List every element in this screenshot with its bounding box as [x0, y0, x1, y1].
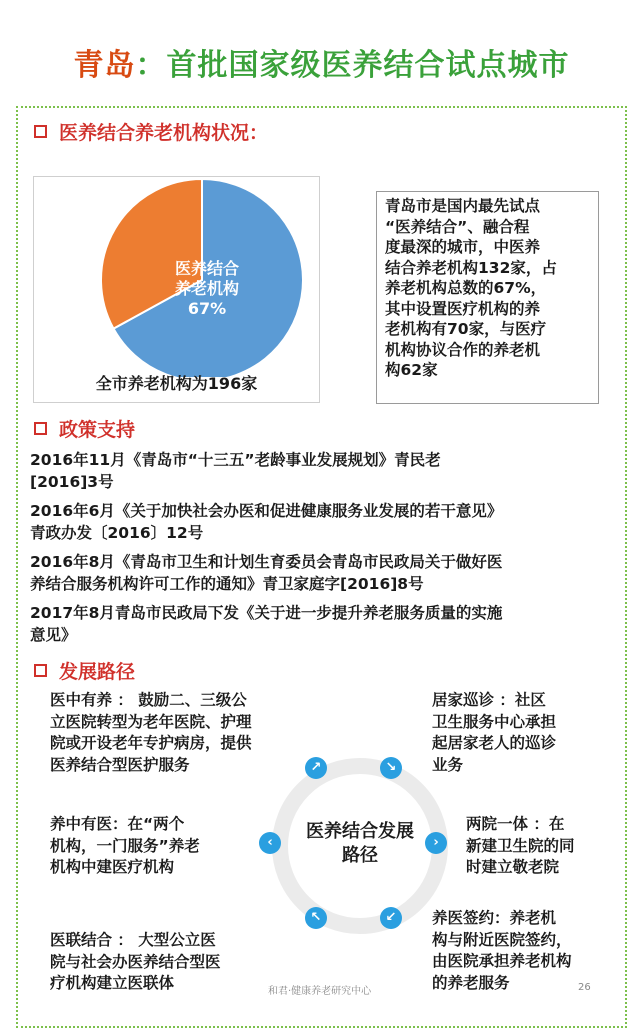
info-line: 结合养老机构132家，占	[385, 258, 557, 277]
dev-line: 新建卫生院的同	[466, 836, 575, 855]
arrow-left-icon: ‹	[259, 832, 281, 854]
dev-line: 由医院承担养老机构	[432, 952, 572, 970]
dev-line: 构与附近医院签约，	[432, 930, 572, 949]
checkbox-square-icon	[34, 125, 47, 138]
policy-line: 2017年8月青岛市民政局下发《关于进一步提升养老服务质量的实施	[30, 604, 503, 622]
info-line: 度最深的城市，中医养	[385, 238, 541, 256]
dev-block-home-visit	[432, 690, 612, 776]
dev-line: 业务	[432, 755, 464, 774]
arrow-up-right-icon: ↗	[305, 757, 327, 779]
ring-center-text	[280, 820, 440, 868]
policy-item	[30, 449, 610, 493]
policy-line: 青政办发〔2016〕12号	[30, 524, 204, 542]
info-line: 机构协议合作的养老机	[385, 340, 541, 359]
dev-line: 时建立敬老院	[466, 858, 560, 876]
arrow-down-right-icon: ↘	[380, 757, 402, 779]
policy-item	[30, 602, 610, 646]
section-heading-policy	[34, 415, 135, 442]
policy-item	[30, 500, 610, 544]
info-line: 青岛市是国内最先试点	[385, 197, 541, 215]
info-line: 其中设置医疗机构的养	[385, 299, 541, 318]
dev-line: 院与社会办医养结合型医	[50, 952, 221, 971]
pie-label-group	[152, 259, 262, 319]
dev-block-medical-alliance	[50, 930, 280, 995]
policy-line: 养结合服务机构许可工作的通知》青卫家庭字[2016]8号	[30, 575, 424, 593]
arrow-right-icon: ›	[425, 832, 447, 854]
info-line: 构62家	[385, 361, 438, 379]
info-line: “医养结合”、融合程	[385, 217, 530, 236]
dev-line: 医联结合 ： 大型公立医	[50, 931, 216, 949]
dev-line: 居家巡诊 ：社区	[432, 691, 546, 709]
section-heading-text: 医养结合养老机构状况：	[59, 122, 269, 144]
dev-block-care-medical	[50, 814, 260, 879]
info-box	[376, 191, 599, 404]
ring-center-line: 路径	[342, 845, 378, 866]
dev-line: 养医签约：养老机	[432, 909, 557, 927]
arrow-up-left-icon: ↖	[305, 907, 327, 929]
dev-block-hospital-care	[50, 690, 310, 776]
section-heading-institutions	[34, 118, 268, 145]
pie-label-line2: 养老机构	[174, 279, 239, 298]
ring-center-line: 医养结合发展	[306, 821, 414, 842]
policy-line: 2016年8月《青岛市卫生和计划生育委员会青岛市民政局关于做好医	[30, 553, 503, 571]
dev-line: 医养结合型医护服务	[50, 755, 190, 774]
dev-line: 两院一体 ：在	[466, 815, 565, 833]
dev-line: 院或开设老年专护病房，提供	[50, 734, 252, 752]
title-city: 青岛	[73, 48, 136, 83]
dev-line: 医中有养 ： 鼓励二、三级公	[50, 691, 247, 709]
footer-org: 和君·健康养老研究中心	[268, 986, 372, 997]
section-heading-text: 发展路径	[59, 661, 136, 683]
dev-line: 的养老服务	[432, 973, 510, 992]
page-number: 26	[578, 982, 591, 993]
title-rest: ：首批国家级医养结合试点城市	[135, 48, 570, 83]
policy-line: 2016年6月《关于加快社会办医和促进健康服务业发展的若干意见》	[30, 502, 503, 520]
dev-line: 疗机构建立医联体	[50, 974, 175, 992]
policy-line: 意见》	[30, 626, 77, 644]
dev-line: 养中有医：在“两个	[50, 815, 185, 833]
dev-line: 立医院转型为老年医院、护理	[50, 712, 252, 731]
arrow-down-left-icon: ↙	[380, 907, 402, 929]
policy-line: 2016年11月《青岛市“十三五”老龄事业发展规划》青民老	[30, 451, 441, 469]
checkbox-square-icon	[34, 664, 47, 677]
pie-caption: 全市养老机构为196家	[95, 374, 258, 393]
page-title	[0, 40, 643, 84]
pie-label-line1: 医养结合	[174, 259, 239, 278]
section-heading-development	[34, 657, 135, 684]
section-heading-text: 政策支持	[59, 419, 136, 441]
pie-chart-box	[33, 176, 320, 403]
pie-label-percent: 67%	[187, 299, 227, 318]
info-line: 老机构有70家，与医疗	[385, 320, 547, 338]
policy-line: [2016]3号	[30, 473, 114, 491]
dev-line: 机构中建医疗机构	[50, 858, 175, 876]
dev-line: 卫生服务中心承担	[432, 712, 557, 731]
policy-item	[30, 551, 610, 595]
info-line: 养老机构总数的67%，	[385, 279, 547, 297]
dev-line: 起居家老人的巡诊	[432, 734, 557, 752]
checkbox-square-icon	[34, 422, 47, 435]
dev-block-two-in-one	[466, 814, 616, 879]
dev-line: 机构，一门服务”养老	[50, 836, 200, 855]
